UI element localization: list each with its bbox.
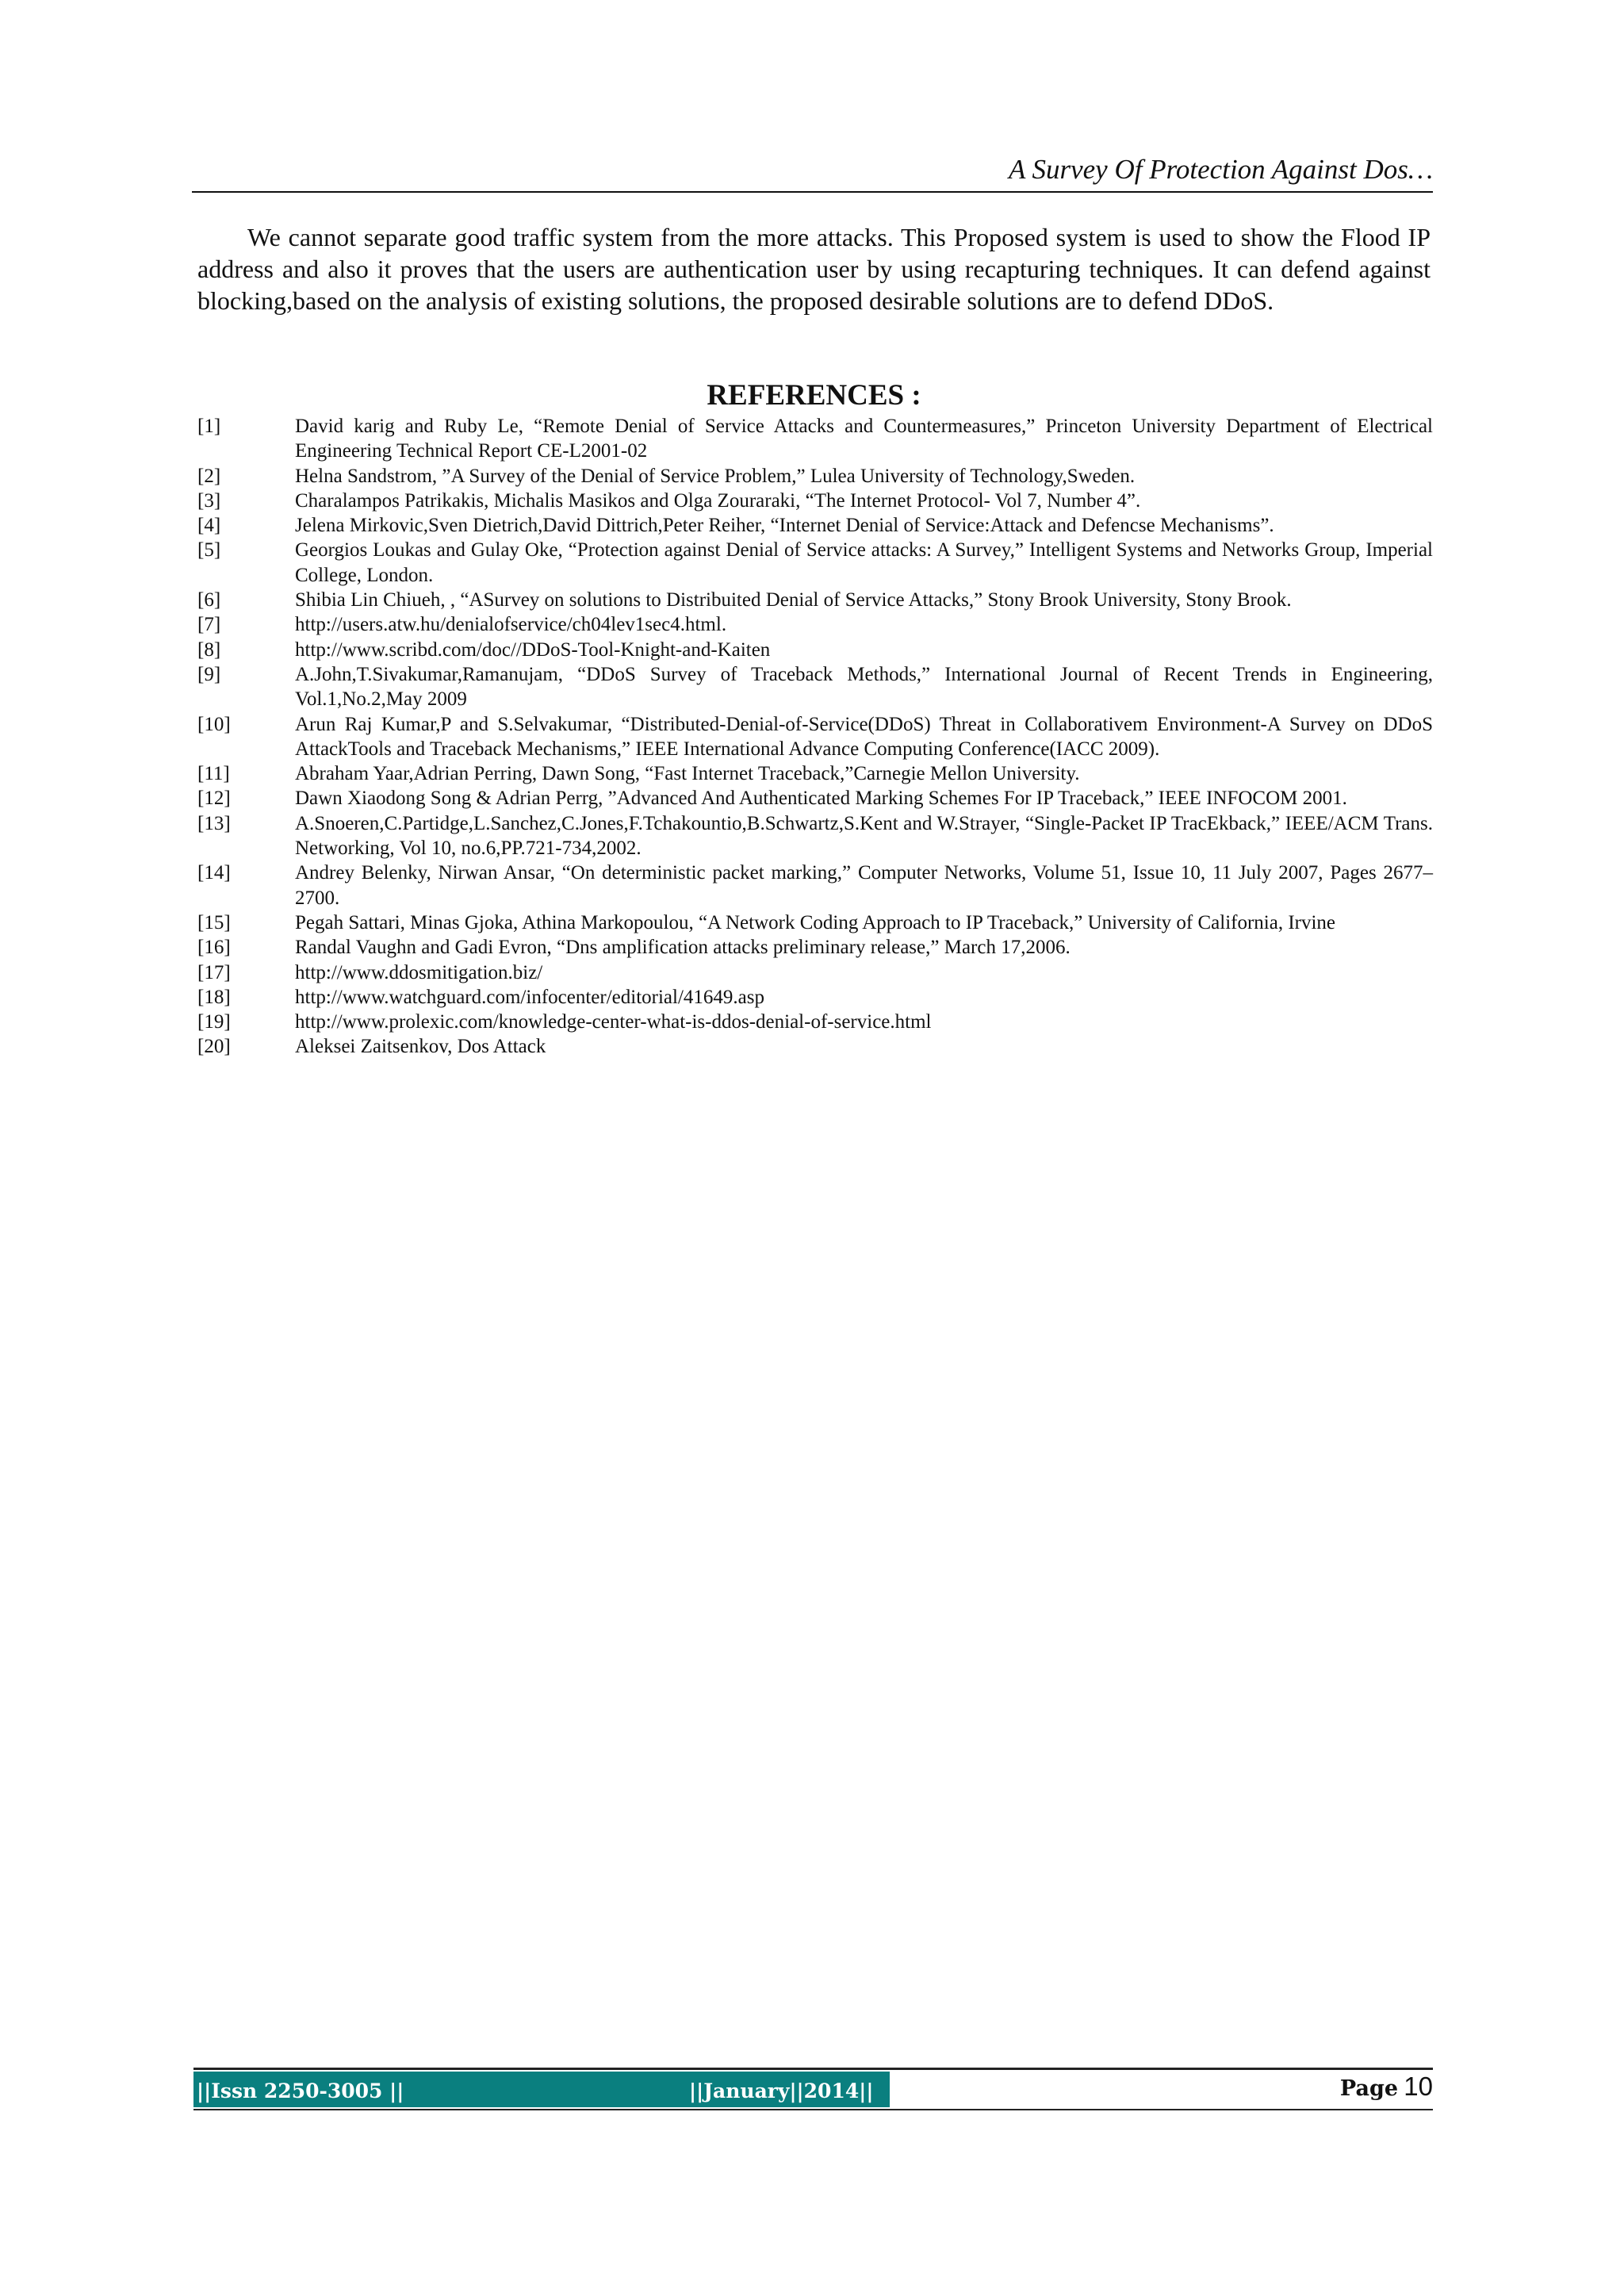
reference-text: http://www.prolexic.com/knowledge-center-what-is-ddos-denial-of-service.html — [295, 1011, 932, 1033]
reference-text: http://www.scribd.com/doc//DDoS-Tool-Knight-and-Kaiten — [295, 638, 771, 661]
page-number: 10 — [1404, 2072, 1433, 2101]
reference-item — [197, 538, 1433, 588]
reference-number: [6] — [197, 589, 221, 611]
reference-item — [197, 612, 1433, 637]
header-rule — [192, 191, 1433, 193]
reference-text: Shibia Lin Chiueh, , “ASurvey on solutions to Distribuited Denial of Service Attacks,” Stony Brook University, Stony Brook. — [295, 589, 1292, 611]
reference-number: [17] — [197, 961, 231, 983]
page-label: Page — [1339, 2076, 1399, 2101]
reference-item — [197, 985, 1433, 1010]
reference-number: [2] — [197, 465, 221, 487]
footer-top-rule — [193, 2068, 1433, 2070]
reference-text: A.Snoeren,C.Partidge,L.Sanchez,C.Jones,F.Tchakountio,B.Schwartz,S.Kent and W.Strayer, “Single-Packet IP TracEkback,” IEEE/ACM Trans. Networking, Vol 10, no.6,PP.721-734,2002. — [295, 812, 1433, 860]
reference-text: Pegah Sattari, Minas Gjoka, Athina Markopoulou, “A Network Coding Approach to IP Traceback,” University of California, Irvine — [295, 911, 1336, 933]
reference-item — [197, 761, 1433, 786]
reference-number: [19] — [197, 1011, 231, 1033]
reference-item — [197, 935, 1433, 960]
footer-date: ||January||2014|| — [689, 2079, 874, 2102]
reference-text: Aleksei Zaitsenkov, Dos Attack — [295, 1036, 546, 1058]
reference-number: [4] — [197, 515, 221, 537]
reference-text: Arun Raj Kumar,P and S.Selvakumar, “Distributed-Denial-of-Service(DDoS) Threat in Collaborativem Environment-A Survey on DDoS AttackTools and Traceback Mechanisms,” IEEE International Advance Computing Conference(IACC 2009). — [295, 713, 1433, 760]
reference-item — [197, 712, 1433, 762]
reference-text: Jelena Mirkovic,Sven Dietrich,David Dittrich,Peter Reiher, “Internet Denial of Service:Attack and Defencse Mechanisms”. — [295, 515, 1274, 537]
reference-item — [197, 811, 1433, 861]
reference-item — [197, 638, 1433, 662]
footer-band — [193, 2072, 890, 2107]
running-title: A Survey Of Protection Against Dos… — [1009, 154, 1433, 185]
page-footer — [193, 2068, 1433, 2109]
reference-number: [12] — [197, 788, 231, 810]
reference-text: Randal Vaughn and Gadi Evron, “Dns amplification attacks preliminary release,” March 17,2006. — [295, 937, 1071, 959]
reference-text: Helna Sandstrom, ”A Survey of the Denial of Service Problem,” Lulea University of Technology,Sweden. — [295, 465, 1136, 487]
reference-item — [197, 960, 1433, 985]
reference-text: David karig and Ruby Le, “Remote Denial of Service Attacks and Countermeasures,” Princeton University Department of Electrical Engineering Technical Report CE-L2001-02 — [295, 416, 1433, 462]
reference-number: [1] — [197, 416, 221, 437]
reference-item — [197, 1010, 1433, 1034]
conclusion-paragraph: We cannot separate good traffic system from the more attacks. This Proposed system is used to show the Flood IP address and also it proves that the users are authentication user by using recapturing techniques. It can defend against blocking,based on the analysis of existing solutions, the proposed desirable solutions are to defend DDoS. — [197, 223, 1431, 315]
reference-text: http://www.ddosmitigation.biz/ — [295, 961, 543, 983]
reference-number: [15] — [197, 911, 231, 933]
reference-number: [18] — [197, 986, 231, 1008]
reference-item — [197, 786, 1433, 811]
reference-number: [10] — [197, 713, 231, 735]
reference-number: [11] — [197, 763, 230, 785]
reference-number: [20] — [197, 1036, 231, 1058]
reference-item — [197, 464, 1433, 489]
reference-number: [13] — [197, 812, 231, 834]
reference-text: A.John,T.Sivakumar,Ramanujam, “DDoS Survey of Traceback Methods,” International Journal of Recent Trends in Engineering, Vol.1,No.2,May 2009 — [295, 663, 1433, 711]
reference-text: http://users.atw.hu/denialofservice/ch04lev1sec4.html. — [295, 614, 727, 636]
footer-bottom-rule — [193, 2109, 1433, 2110]
reference-text: Andrey Belenky, Nirwan Ansar, “On deterministic packet marking,” Computer Networks, Volume 51, Issue 10, 11 July 2007, Pages 2677–2700. — [295, 862, 1433, 909]
reference-number: [8] — [197, 638, 221, 661]
reference-number: [5] — [197, 539, 221, 562]
reference-number: [16] — [197, 937, 231, 959]
reference-text: Charalampos Patrikakis, Michalis Masikos and Olga Zouraraki, “The Internet Protocol- Vol 7, Number 4”. — [295, 489, 1141, 512]
reference-number: [14] — [197, 862, 231, 884]
reference-item — [197, 588, 1433, 612]
reference-item — [197, 861, 1433, 910]
reference-item — [197, 1034, 1433, 1059]
reference-number: [9] — [197, 663, 221, 685]
footer-issn: ||Issn 2250-3005 || — [197, 2079, 404, 2102]
reference-text: Georgios Loukas and Gulay Oke, “Protection against Denial of Service attacks: A Survey,” Intelligent Systems and Networks Group, Imperial College, London. — [295, 539, 1433, 586]
references-heading: REFERENCES : — [707, 379, 921, 412]
page-number-block — [1340, 2071, 1433, 2105]
reference-text: Abraham Yaar,Adrian Perring, Dawn Song, “Fast Internet Traceback,”Carnegie Mellon University. — [295, 763, 1080, 785]
reference-text: http://www.watchguard.com/infocenter/editorial/41649.asp — [295, 986, 764, 1008]
reference-text: Dawn Xiaodong Song & Adrian Perrg, ”Advanced And Authenticated Marking Schemes For IP Traceback,” IEEE INFOCOM 2001. — [295, 788, 1347, 810]
reference-item — [197, 662, 1433, 712]
reference-number: [7] — [197, 614, 221, 636]
reference-item — [197, 910, 1433, 935]
reference-number: [3] — [197, 489, 221, 512]
references-list — [197, 414, 1433, 1060]
reference-item — [197, 489, 1433, 513]
reference-item — [197, 414, 1433, 464]
reference-item — [197, 513, 1433, 538]
